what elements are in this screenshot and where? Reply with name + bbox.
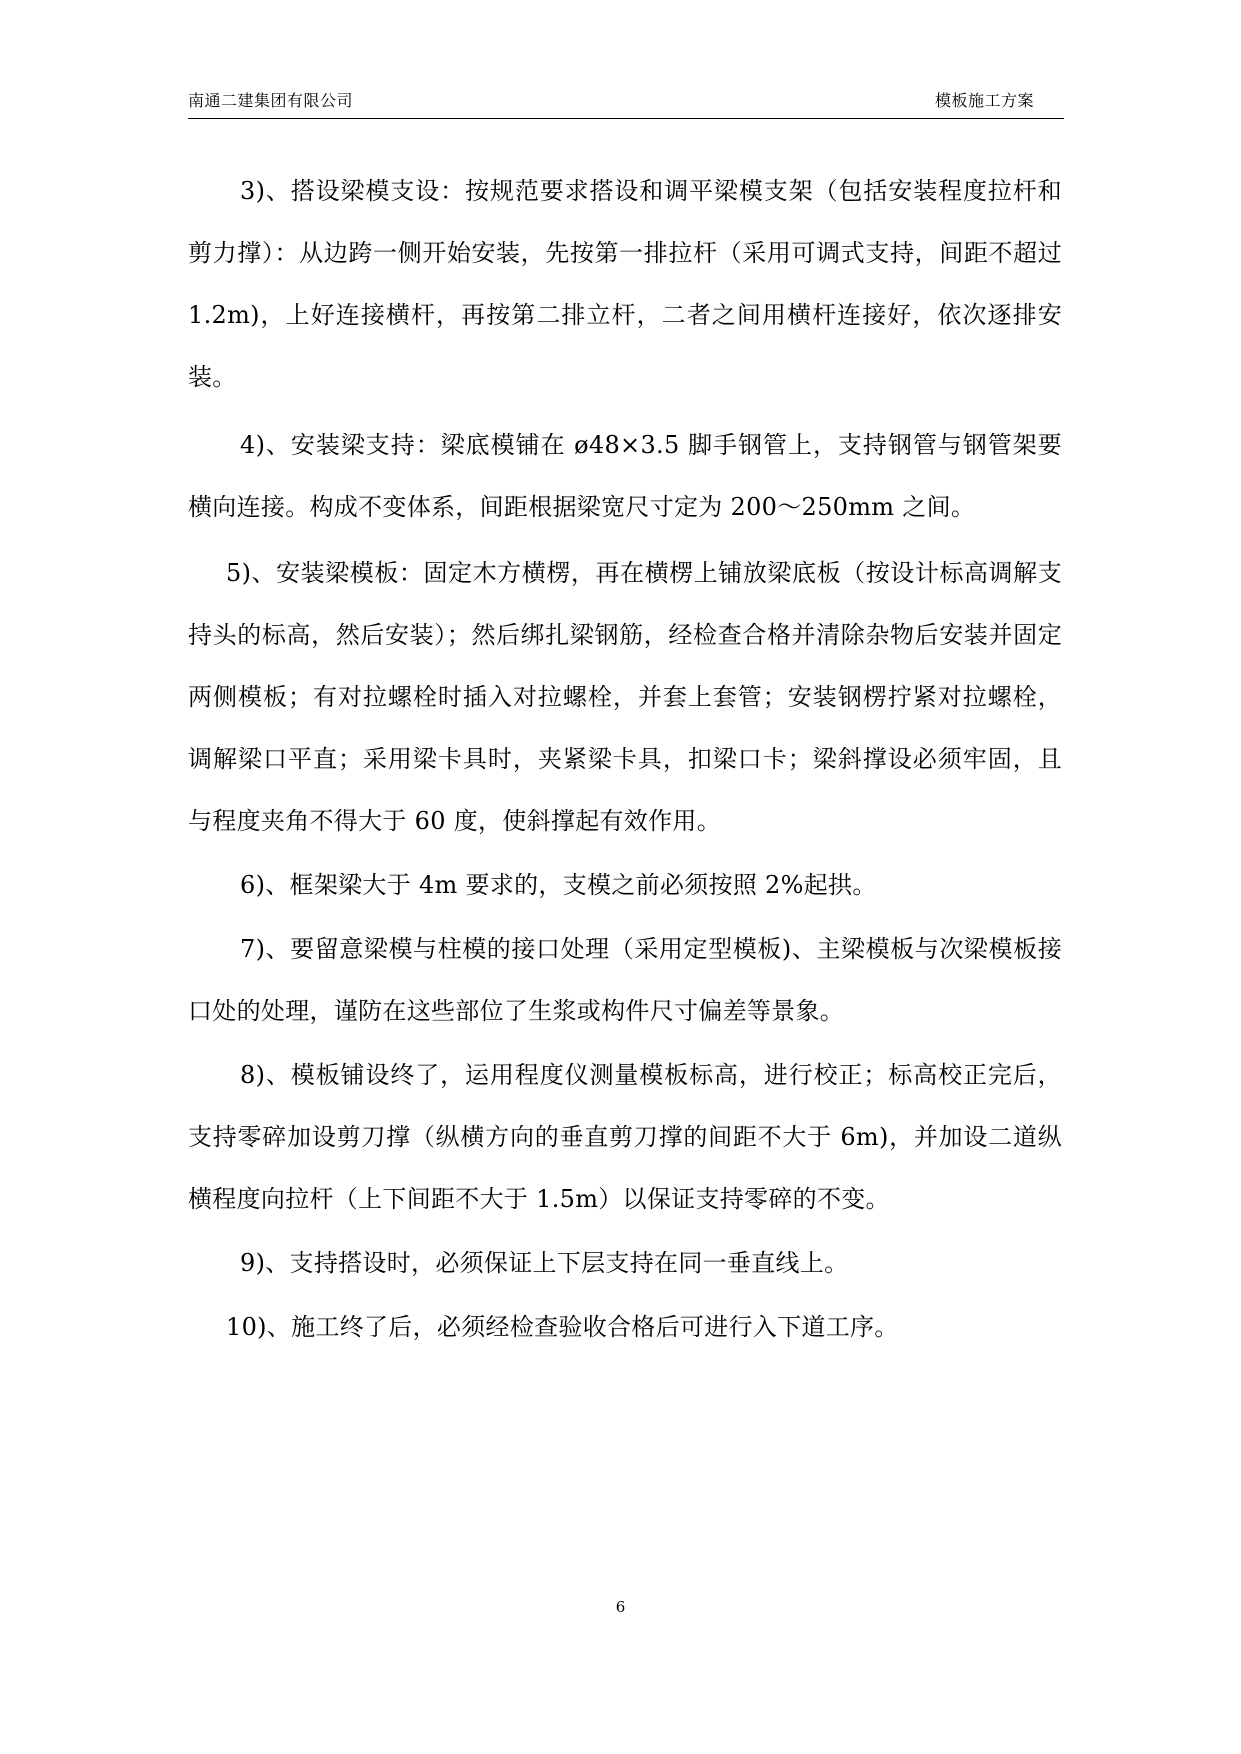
paragraph-step-3: 3)、搭设梁模支设：按规范要求搭设和调平梁模支架（包括安装程度拉杆和剪力撑）：从边跨一侧开始安装，先按第一排拉杆（采用可调式支持，间距不超过 1.2m)，上好连接横杆，再按第二排立杆，二者之间用横杆连接好，依次逐排安装。 [188, 177, 1062, 391]
paragraph-step-7: 7)、要留意梁模与柱模的接口处理（采用定型模板)、主梁模板与次梁模板接口处的处理，谨防在这些部位了生浆或构件尺寸偏差等景象。 [188, 935, 1062, 1025]
page-number: 6 [615, 1598, 626, 1616]
paragraph-step-4: 4)、安装梁支持：梁底模铺在 ø48×3.5 脚手钢管上，支持钢管与钢管架要横向连接。构成不变体系，间距根据梁宽尺寸定为 200～250mm 之间。 [188, 431, 1062, 521]
paragraph-step-9: 9)、支持搭设时，必须保证上下层支持在同一垂直线上。 [240, 1249, 849, 1277]
paragraph-step-5: 5)、安装梁模板：固定木方横楞，再在横楞上铺放梁底板（按设计标高调解支持头的标高，然后安装）；然后绑扎梁钢筋，经检查合格并清除杂物后安装并固定两侧模板；有对拉螺栓时插入对拉螺栓，并套上套管；安装钢楞拧紧对拉螺栓，调解梁口平直；采用梁卡具时，夹紧梁卡具，扣梁口卡；梁斜撑设必须牢固，且与程度夹角不得大于 60 度，使斜撑起有效作用。 [188, 559, 1062, 835]
page-header [188, 84, 1064, 119]
paragraph-step-10: 10)、施工终了后，必须经检查验收合格后可进行入下道工序。 [226, 1313, 899, 1341]
paragraph-step-6: 6)、框架梁大于 4m 要求的，支模之前必须按照 2%起拱。 [240, 871, 877, 899]
header-company: 南通二建集团有限公司 [188, 91, 354, 110]
document-body [188, 160, 1062, 1358]
header-doc-title: 模板施工方案 [934, 91, 1034, 110]
paragraph-step-8: 8)、模板铺设终了，运用程度仪测量模板标高，进行校正；标高校正完后，支持零碎加设剪刀撑（纵横方向的垂直剪刀撑的间距不大于 6m)，并加设二道纵横程度向拉杆（上下间距不大于 1.5m）以保证支持零碎的不变。 [188, 1061, 1062, 1213]
